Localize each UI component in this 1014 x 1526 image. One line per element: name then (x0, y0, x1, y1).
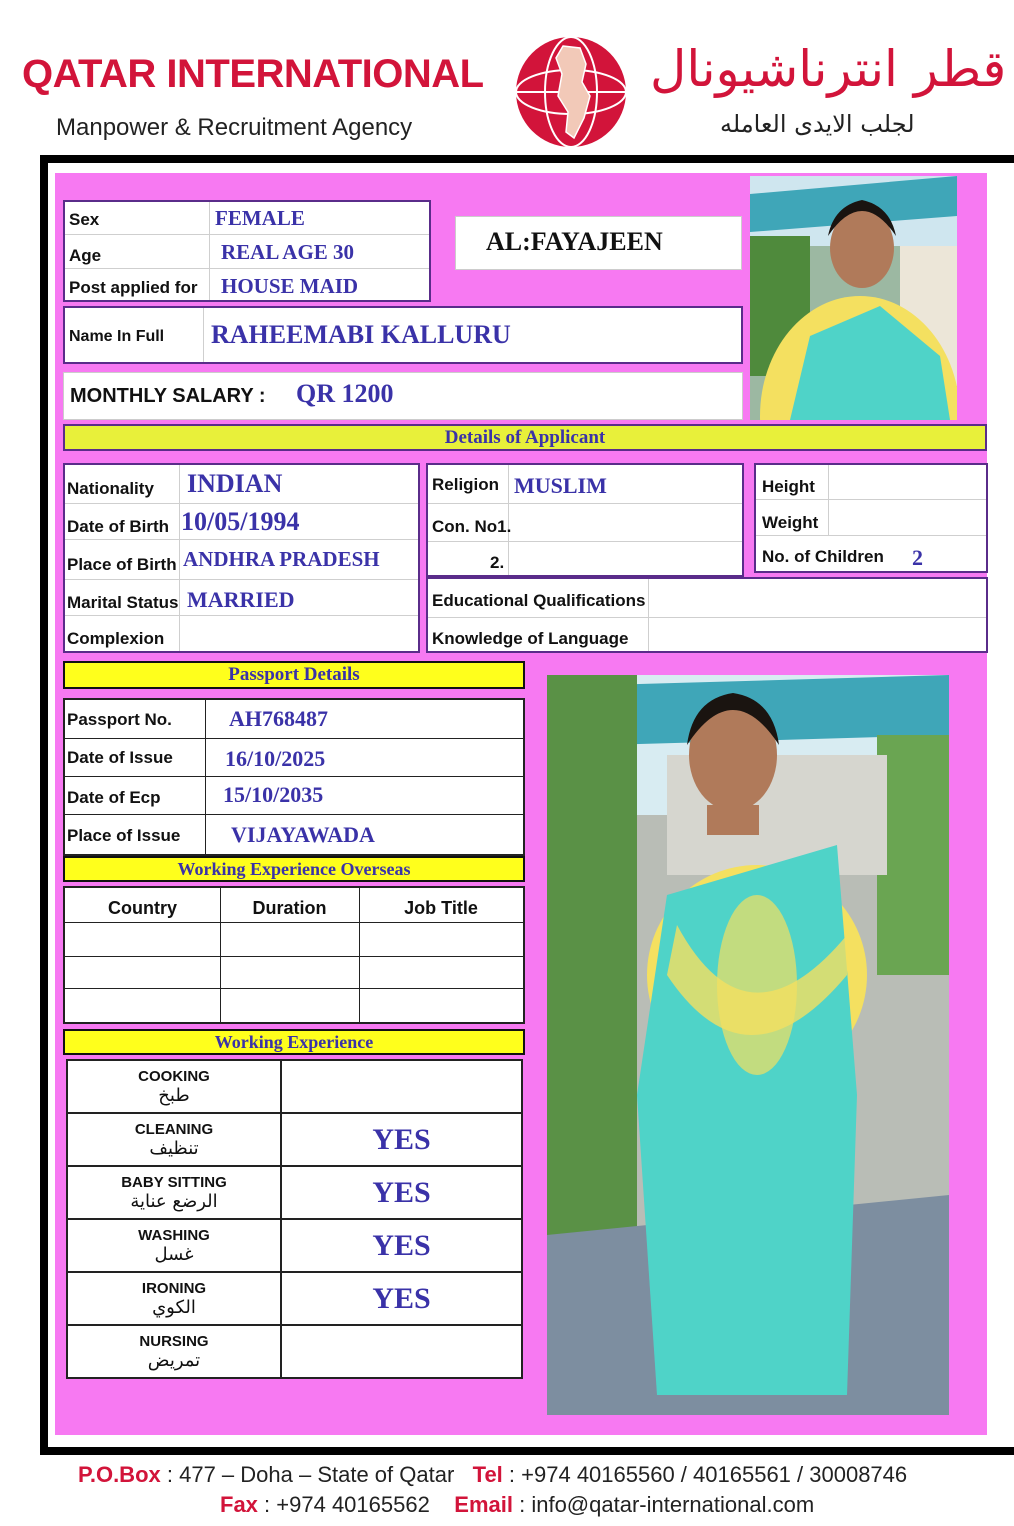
issue-date-value: 16/10/2025 (225, 746, 326, 771)
full-name-value: RAHEEMABI KALLURU (211, 320, 511, 349)
height-label: Height (762, 477, 815, 496)
agency-code-box (455, 216, 742, 270)
issue-date-label: Date of Issue (67, 748, 173, 767)
fax-key: Fax (220, 1492, 258, 1517)
basic-info-box (63, 200, 431, 302)
applicant-photo-small (750, 176, 957, 420)
skill-name-ar: تمريض (147, 1349, 201, 1371)
skill-name: IRONING (141, 1279, 207, 1297)
nationality-value: INDIAN (187, 469, 283, 498)
email-key: Email (454, 1492, 513, 1517)
passport-number-label: Passport No. (67, 710, 172, 729)
sex-label: Sex (69, 210, 100, 229)
marital-value: MARRIED (187, 587, 295, 612)
tel-key: Tel (472, 1462, 503, 1487)
post-value: HOUSE MAID (221, 274, 359, 298)
globe-logo-icon (508, 34, 634, 150)
footer-line-2 (220, 1492, 814, 1518)
skill-name-ar: طبخ (158, 1084, 190, 1106)
sex-value: FEMALE (215, 206, 305, 230)
education-label: Educational Qualifications (432, 591, 646, 610)
skills-table (66, 1059, 523, 1379)
issue-place-label: Place of Issue (67, 826, 181, 845)
issue-place-value: VIJAYAWADA (231, 822, 375, 847)
contact1-label: Con. No1. (432, 517, 512, 536)
table-row (67, 1325, 522, 1378)
language-label: Knowledge of Language (432, 629, 629, 648)
age-value: REAL AGE 30 (221, 240, 355, 264)
skill-name-ar: غسل (154, 1243, 194, 1265)
skill-value: YES (372, 1228, 431, 1262)
brand-name-en: QATAR INTERNATIONAL (22, 52, 484, 96)
overseas-header-job-title: Job Title (404, 898, 478, 918)
skill-name-ar: الرضع عناية (130, 1190, 218, 1212)
skill-name-ar: تنظيف (149, 1137, 199, 1159)
brand-subtitle-en: Manpower & Recruitment Agency (56, 114, 413, 141)
post-label: Post applied for (69, 278, 198, 297)
experience-banner: Working Experience (63, 1029, 525, 1055)
weight-label: Weight (762, 513, 819, 532)
skill-name: COOKING (138, 1067, 210, 1085)
passport-number-value: AH768487 (229, 706, 328, 731)
age-label: Age (69, 246, 102, 265)
education-box (426, 577, 988, 653)
skill-name: NURSING (139, 1332, 209, 1350)
salary-value: QR 1200 (296, 379, 394, 408)
agency-code: AL:FAYAJEEN (486, 227, 663, 256)
table-row (67, 1272, 522, 1325)
brand-subtitle-ar: لجلب الايدى العامله (720, 110, 915, 138)
tel-value: : +974 40165560 / 40165561 / 30008746 (508, 1462, 908, 1487)
children-value: 2 (912, 545, 923, 570)
table-row (67, 1166, 522, 1219)
name-label: Name In Full (69, 328, 165, 345)
skill-value: YES (372, 1281, 431, 1315)
religion-label: Religion (432, 475, 500, 494)
table-row (67, 1219, 522, 1272)
pobox-value: : 477 – Doha – State of Qatar (166, 1462, 455, 1487)
expiry-date-label: Date of Ecp (67, 788, 161, 807)
physical-box (754, 463, 988, 573)
religion-value: MUSLIM (514, 473, 607, 498)
pob-value: ANDHRA PRADESH (183, 547, 380, 571)
salary-box (63, 372, 743, 420)
skill-value: YES (372, 1175, 431, 1209)
applicant-photo-full (547, 675, 949, 1415)
skill-value: YES (372, 1122, 431, 1156)
skill-name-ar: الكوي (152, 1296, 196, 1318)
details-banner: Details of Applicant (63, 424, 987, 451)
overseas-header-duration: Duration (252, 898, 327, 918)
pobox-key: P.O.Box (78, 1462, 161, 1487)
dob-label: Date of Birth (67, 517, 169, 536)
expiry-date-value: 15/10/2035 (223, 782, 324, 807)
passport-banner: Passport Details (63, 661, 525, 689)
contact2-label: 2. (490, 553, 505, 572)
complexion-label: Complexion (67, 629, 165, 648)
skill-name: CLEANING (134, 1120, 214, 1138)
salary-label: MONTHLY SALARY : (70, 385, 266, 407)
table-row (67, 1113, 522, 1166)
dob-value: 10/05/1994 (181, 507, 300, 536)
skill-name: BABY SITTING (121, 1173, 227, 1191)
fax-value: : +974 40165562 (264, 1492, 430, 1517)
children-label: No. of Children (762, 547, 884, 566)
table-row (67, 1060, 522, 1113)
skill-name: WASHING (138, 1226, 210, 1244)
religion-box (426, 463, 744, 577)
personal-details-box (63, 463, 420, 653)
brand-name-ar: قطر انترناشيونال (650, 40, 1007, 98)
overseas-header-country: Country (108, 898, 177, 918)
email-value: : info@qatar-international.com (519, 1492, 815, 1517)
nationality-label: Nationality (67, 479, 154, 498)
full-name-box (63, 306, 743, 364)
marital-label: Marital Status (67, 593, 179, 612)
passport-box (63, 698, 525, 856)
pob-label: Place of Birth (67, 555, 177, 574)
footer-line-1 (78, 1462, 907, 1488)
overseas-table (63, 886, 525, 1024)
overseas-banner: Working Experience Overseas (63, 856, 525, 882)
